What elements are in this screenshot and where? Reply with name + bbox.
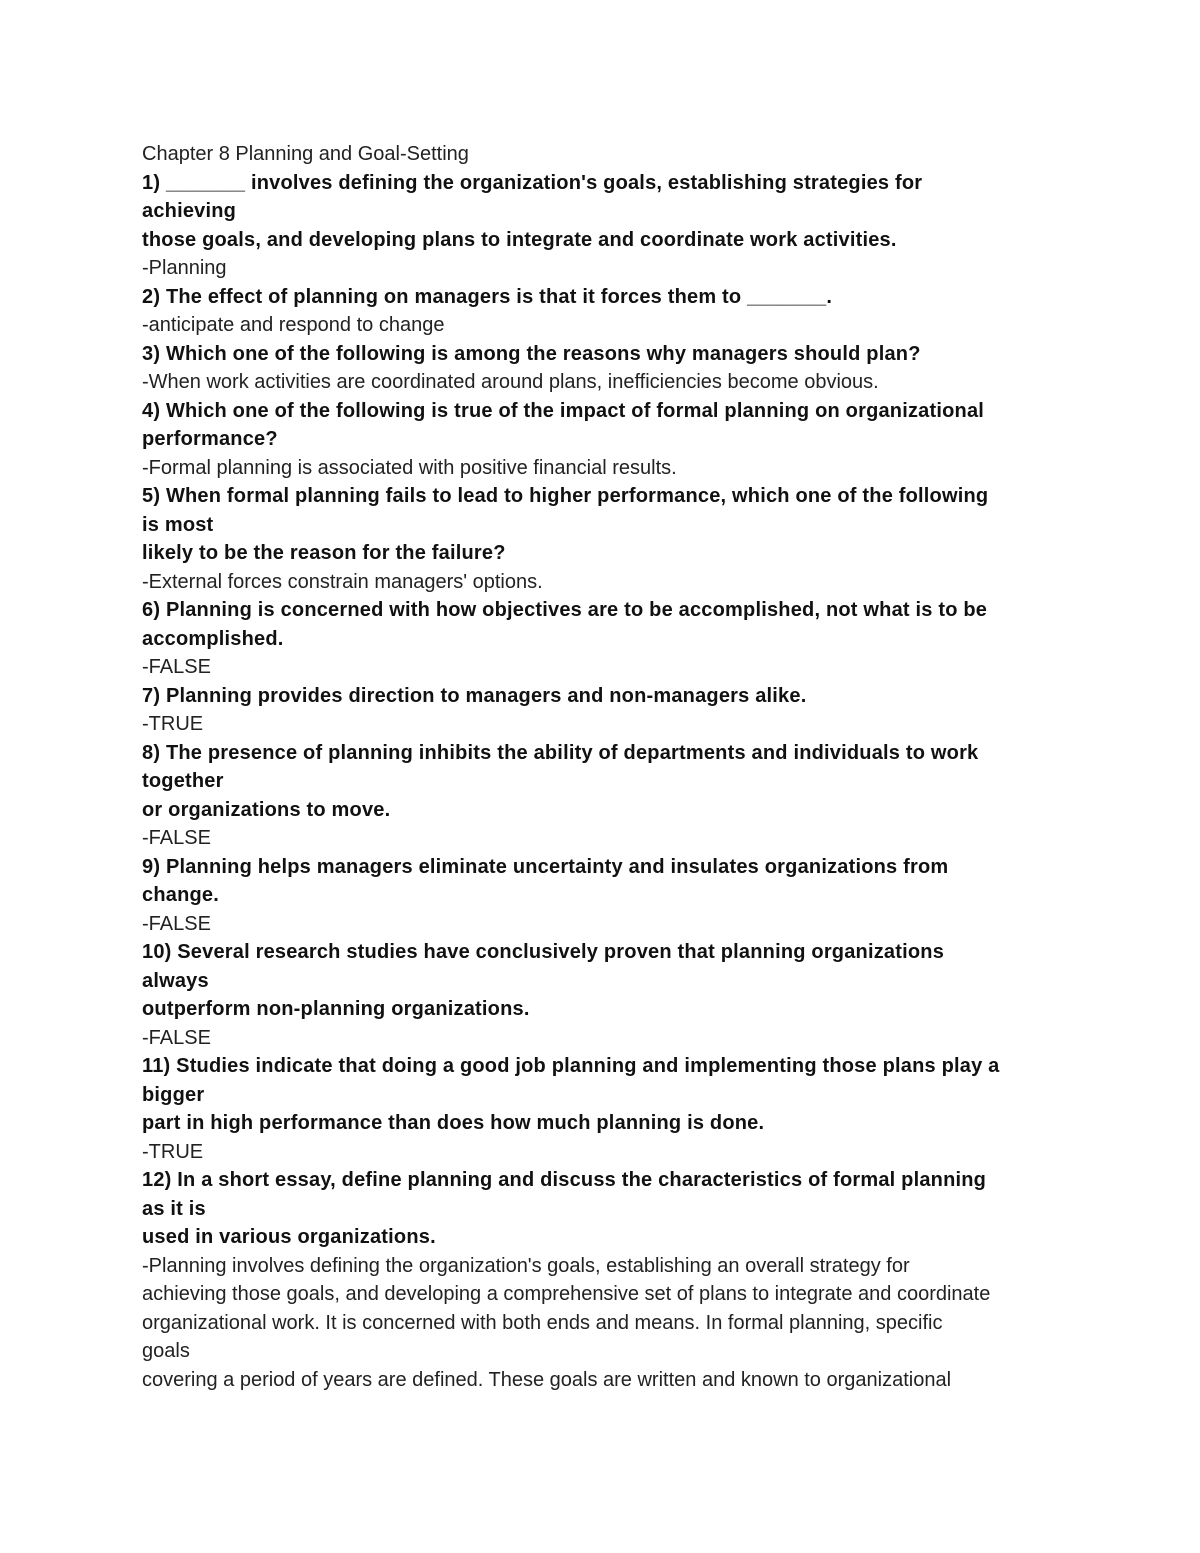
question-line: accomplished.: [142, 627, 284, 650]
question-line: 3) Which one of the following is among the reasons why managers should plan?: [142, 342, 921, 365]
question-line: 8) The presence of planning inhibits the ability of departments and individuals to work: [142, 741, 979, 764]
question-line: 5) When formal planning fails to lead to higher performance, which one of the following: [142, 485, 989, 507]
answer-line: -When work activities are coordinated around plans, inefficiencies become obvious.: [142, 371, 879, 393]
question-line: 1) _______ involves defining the organization's goals, establishing strategies for: [142, 171, 923, 194]
question-line: 11) Studies indicate that doing a good job planning and implementing those plans play a: [142, 1055, 1000, 1077]
answer-line: -FALSE: [142, 912, 211, 935]
answer-line: -FALSE: [142, 656, 211, 678]
question-line: 7) Planning provides direction to managers and non-managers alike.: [142, 684, 807, 707]
question-line: 4) Which one of the following is true of the impact of formal planning on organizational: [142, 399, 985, 422]
answer-line: goals: [142, 1340, 190, 1362]
question-line: together: [142, 770, 224, 792]
document-title: Chapter 8 Planning and Goal-Setting: [142, 143, 469, 165]
answer-line: -anticipate and respond to change: [142, 314, 445, 336]
question-line: change.: [142, 884, 219, 906]
answer-line: organizational work. It is concerned with both ends and means. In formal planning, specific: [142, 1311, 943, 1334]
question-line: always: [142, 969, 209, 992]
question-line: those goals, and developing plans to integrate and coordinate work activities.: [142, 228, 897, 251]
question-line: achieving: [142, 200, 237, 222]
question-line: 9) Planning helps managers eliminate uncertainty and insulates organizations from: [142, 855, 949, 878]
answer-line: -TRUE: [142, 1140, 204, 1163]
answer-line: achieving those goals, and developing a comprehensive set of plans to integrate and coordinate: [142, 1283, 991, 1305]
question-line: 2) The effect of planning on managers is that it forces them to _______.: [142, 285, 833, 308]
question-line: used in various organizations.: [142, 1226, 436, 1248]
answer-line: -FALSE: [142, 1026, 211, 1049]
document-body: [142, 140, 1072, 1394]
answer-line: -TRUE: [142, 713, 204, 735]
question-line: as it is: [142, 1197, 206, 1220]
question-line: outperform non-planning organizations.: [142, 998, 530, 1020]
question-line: bigger: [142, 1083, 205, 1106]
question-line: 6) Planning is concerned with how objectives are to be accomplished, not what is to be: [142, 599, 988, 621]
answer-line: -Formal planning is associated with positive financial results.: [142, 456, 677, 479]
question-line: is most: [142, 513, 214, 536]
answer-line: covering a period of years are defined. These goals are written and known to organizational: [142, 1368, 952, 1391]
question-line: or organizations to move.: [142, 798, 391, 821]
answer-line: -Planning involves defining the organization's goals, establishing an overall strategy for: [142, 1254, 910, 1277]
question-line: 12) In a short essay, define planning and discuss the characteristics of formal planning: [142, 1169, 987, 1191]
question-line: likely to be the reason for the failure?: [142, 542, 506, 564]
answer-line: -FALSE: [142, 827, 211, 849]
question-line: performance?: [142, 428, 278, 450]
answer-line: -Planning: [142, 257, 227, 279]
question-line: part in high performance than does how much planning is done.: [142, 1112, 765, 1134]
answer-line: -External forces constrain managers' options.: [142, 570, 543, 593]
question-line: 10) Several research studies have conclusively proven that planning organizations: [142, 941, 945, 963]
